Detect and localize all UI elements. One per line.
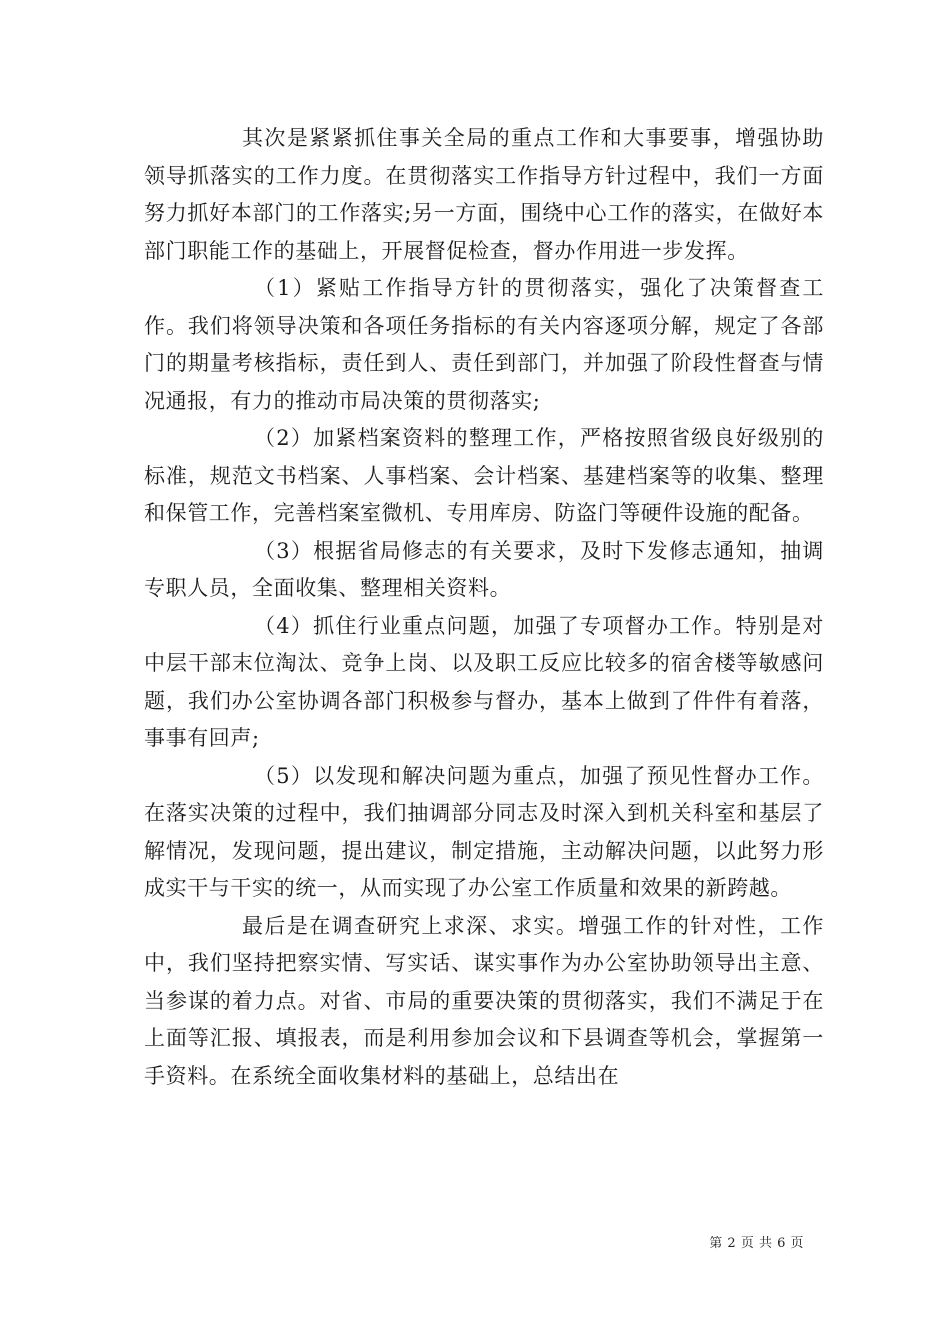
paragraph-item-5: （5）以发现和解决问题为重点，加强了预见性督办工作。在落实决策的过程中，我们抽调部分同志及时深入到机关科室和基层了解情况，发现问题，提出建议，制定措施，主动解决问题，以此努力形成实干与干实的统一，从而实现了办公室工作质量和效果的新跨越。 [144, 763, 824, 900]
paragraph-item-3: （3）根据省局修志的有关要求，及时下发修志通知，抽调专职人员，全面收集、整理相关资料。 [144, 538, 824, 600]
paragraph-item-4: （4）抓住行业重点问题，加强了专项督办工作。特别是对中层干部末位淘汰、竞争上岗、以及职工反应比较多的宿舍楼等敏感问题，我们办公室协调各部门积极参与督办，基本上做到了件件有着落，事事有回声; [144, 613, 824, 750]
document-body [144, 120, 824, 1095]
paragraph-conclusion: 最后是在调查研究上求深、求实。增强工作的针对性，工作中，我们坚持把察实情、写实话、谋实事作为办公室协助领导出主意、当参谋的着力点。对省、市局的重要决策的贯彻落实，我们不满足于在上面等汇报、填报表，而是利用参加会议和下县调查等机会，掌握第一手资料。在系统全面收集材料的基础上，总结出在 [144, 913, 824, 1088]
page-number-footer: 第 2 页 共 6 页 [709, 1236, 804, 1251]
paragraph-item-1: （1）紧贴工作指导方针的贯彻落实，强化了决策督查工作。我们将领导决策和各项任务指标的有关内容逐项分解，规定了各部门的期量考核指标，责任到人、责任到部门，并加强了阶段性督查与情况通报，有力的推动市局决策的贯彻落实; [144, 276, 824, 413]
paragraph-item-2: （2）加紧档案资料的整理工作，严格按照省级良好级别的标准，规范文书档案、人事档案、会计档案、基建档案等的收集、整理和保管工作，完善档案室微机、专用库房、防盗门等硬件设施的配备。 [144, 426, 824, 525]
paragraph-intro: 其次是紧紧抓住事关全局的重点工作和大事要事，增强协助领导抓落实的工作力度。在贯彻落实工作指导方针过程中，我们一方面努力抓好本部门的工作落实;另一方面，围绕中心工作的落实，在做好本部门职能工作的基础上，开展督促检查，督办作用进一步发挥。 [144, 126, 824, 263]
